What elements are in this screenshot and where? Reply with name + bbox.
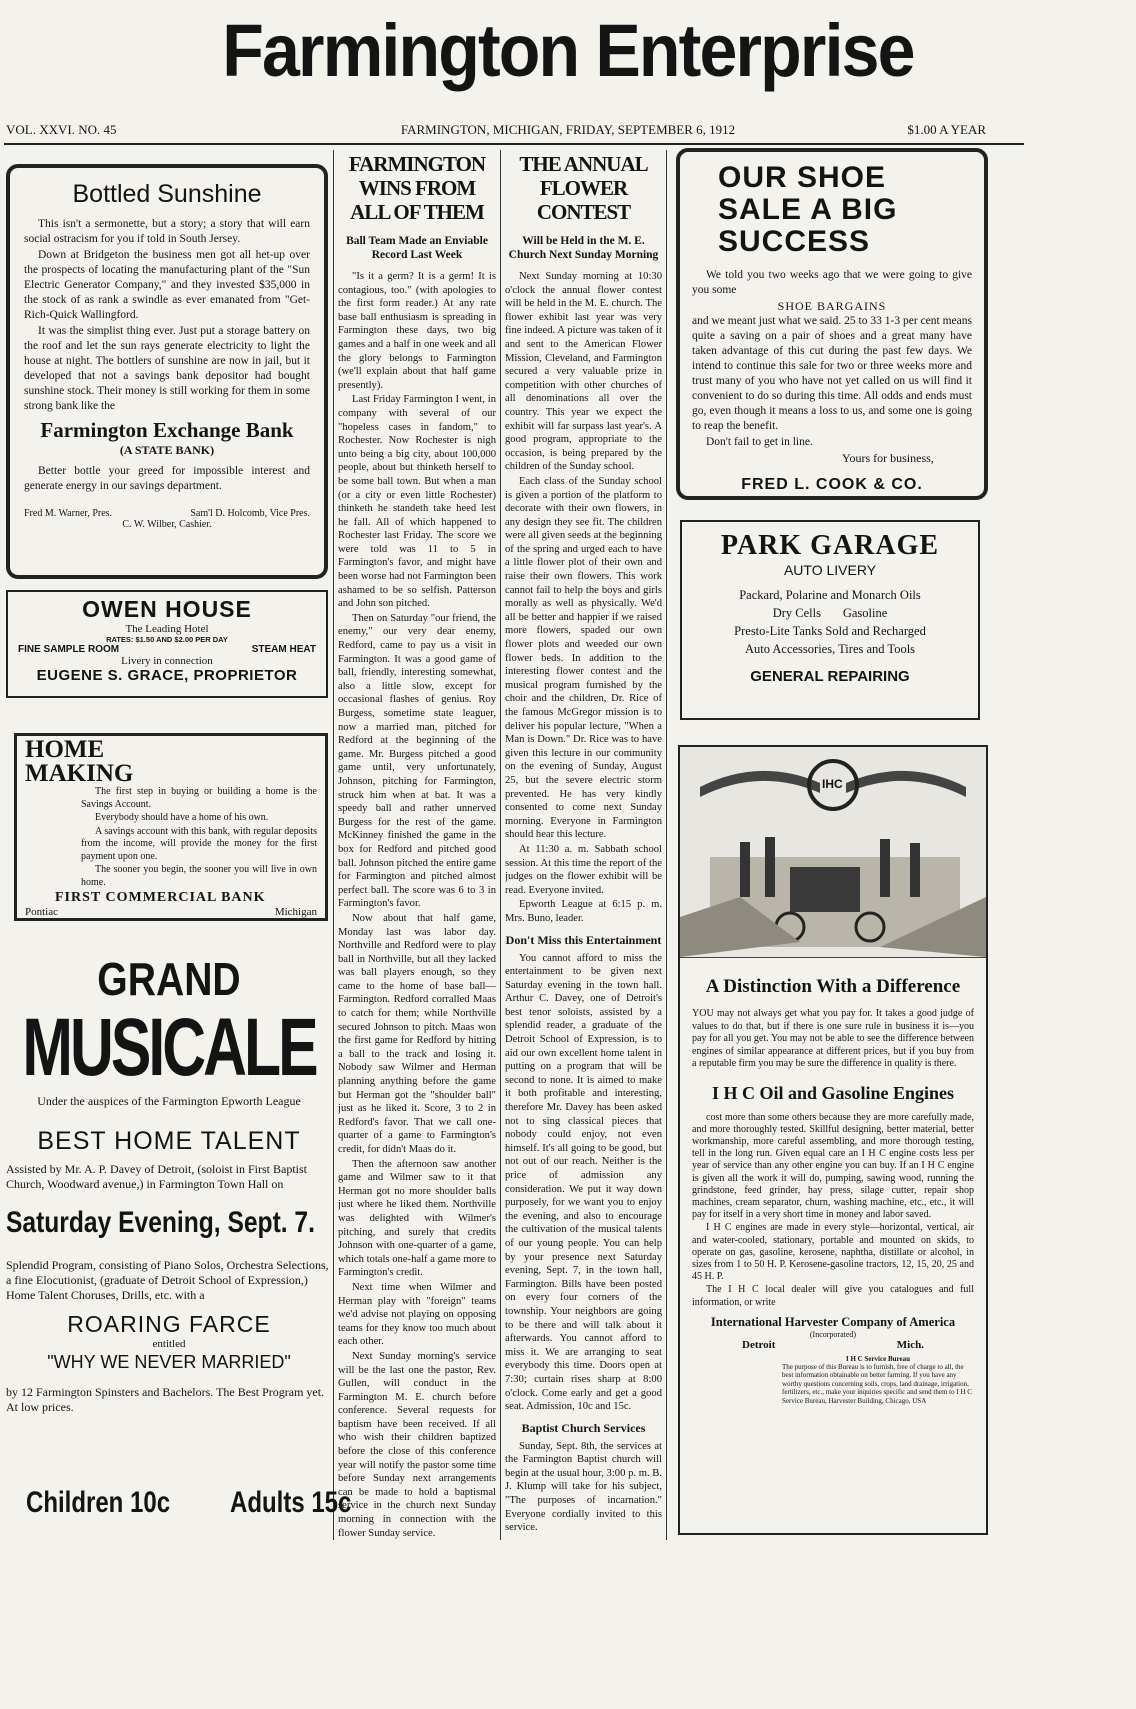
- home-town-left: Pontiac: [25, 906, 58, 918]
- hotel-feature-left: FINE SAMPLE ROOM: [18, 644, 120, 655]
- shoe-paragraph: We told you two weeks ago that we were going to give you some: [692, 269, 972, 296]
- hotel-livery: Livery in connection: [121, 655, 213, 667]
- ihc-incorporated: (Incorporated): [809, 1329, 857, 1339]
- musicale-cast: by 12 Farmington Spinsters and Bachelors. The Best Program yet. At low prices.: [6, 1385, 325, 1414]
- entertainment-body: [505, 952, 662, 1414]
- column-divider: [333, 150, 334, 1540]
- ad-paragraph: It was the simplist thing ever. Just put a storage battery on the roof and let the sun rays generate electricity to light the house at night. The bottlers of sunshine are now in jail, but it developed that not a savings bank depositor had bought sunshine stock. Their money is still working for them in some strong bank like the: [24, 325, 310, 412]
- ihc-logo: IHC: [822, 777, 843, 791]
- shoe-sale-body: [692, 268, 972, 298]
- home-making-ad: [14, 733, 328, 921]
- ihc-body: [692, 1112, 974, 1309]
- entertainment-subhead: Don't Miss this Entertainment: [505, 932, 662, 947]
- home-title-2: MAKING: [25, 760, 134, 787]
- home-paragraph: The first step in buying or building a home is the Savings Account.: [81, 786, 317, 810]
- musicale-talent: BEST HOME TALENT: [37, 1127, 301, 1155]
- home-town-right: Michigan: [274, 906, 317, 918]
- baseball-headline: FARMINGTON WINS FROM ALL OF THEM: [348, 152, 486, 224]
- musicale-line1: GRAND: [97, 953, 241, 1005]
- baseball-article: [338, 152, 496, 1542]
- home-paragraph: The sooner you begin, the sooner you will live in own home.: [81, 864, 317, 888]
- ad-paragraph: Better bottle your greed for impossible interest and generate energy in our savings department.: [24, 465, 310, 492]
- hotel-subtitle: The Leading Hotel: [125, 623, 209, 635]
- musicale-ad: [6, 952, 352, 1552]
- musicale-entitled: entitled: [152, 1338, 186, 1350]
- ihc-city: Detroit: [742, 1338, 776, 1351]
- baseball-paragraph: Then the afternoon saw another game and Wilmer saw to it that Herman got no more shoulder balls just where he liked them. Northville was delighted with Wilmer's pitching, and surely that credits Johnson with one-quarter of a game, which totals one-half a game more to Farmington's credit.: [338, 1158, 496, 1279]
- garage-footer: GENERAL REPAIRING: [750, 668, 910, 685]
- hotel-name: OWEN HOUSE: [82, 596, 252, 622]
- garage-line: Presto-Lite Tanks Sold and Recharged: [734, 624, 926, 638]
- flower-article: [505, 152, 662, 1542]
- bank-ad: [6, 164, 328, 579]
- baptist-paragraph: Sunday, Sept. 8th, the services at the Farmington Baptist church will begin at the usual hour, 3:00 p. m. B. J. Klump will take for his subject, "The purposes of incarnation." Everyone cordially invited to this service.: [505, 1440, 662, 1534]
- garage-line: Packard, Polarine and Monarch Oils: [739, 588, 921, 602]
- ihc-paragraph: I H C engines are made in every style—horizontal, vertical, air and water-cooled, stationary, portable and mounted on skids, to operate on gas, gasoline, kerosene, naphtha, distillate or alcohol, in sizes from 1 to 50 H. P. Kerosene-gasoline tractors, 12, 15, 20, 25 and 45 H. P.: [692, 1222, 974, 1283]
- shoe-firm: FRED L. COOK & CO.: [741, 476, 923, 493]
- ad-closing: [24, 464, 310, 494]
- ihc-state: Mich.: [896, 1338, 924, 1351]
- shoe-paragraph: and we meant just what we said. 25 to 33 1-3 per cent means quite a saving on a pair of shoes and a great many have taken advantage of this cut during the past few days. We intend to continue this sale for two or three weeks more and trust many of you who have not yet called on us will find it convenient to do so during this time. All odds and ends must go, even though it means a loss to us, and some one is going to reap the benefit.: [692, 315, 972, 432]
- hotel-rates: RATES: $1.50 AND $2.00 PER DAY: [106, 635, 228, 644]
- ihc-paragraph: YOU may not always get what you pay for. It takes a good judge of values to do that, but if there is one sure rule in business it is—you pay for all you get. You may not be able to see the difference between engines of similar appearance at different prices, but if you buy from a reputable firm you may be sure the difference in quality is there.: [692, 1008, 974, 1069]
- entertainment-paragraph: You cannot afford to miss the entertainment to be given next Saturday evening in the town hall. Arthur C. Davey, one of Detroit's best tenor soloists, assisted by a splendid reader, a graduate of the Detroit School of Expression, is to aid our own excellent home talent in putting on a program that will be second to none. It is aimed to make it both profitable and interesting, therefore Mr. Davey has been asked not to sing classical pieces that nobody could enjoy, not even himself. It's all going to be good, but not out of our reach. Neither is the price of admission any consideration. We put it way down purposely, for we want you to enjoy the evening, and also to encourage the cultivation of the musical talents of our young people. You can help by your presence next Saturday evening, Sept. 7, in the town hall, Farmington. Bills have been posted on every four corners of the township. Your neighbors are going to be there and will talk about it afterwards. You cannot afford to miss it. We are arranging to seat everybody this time. Doors open at 7:30; curtain rises sharp at 8:00 o'clock. Come early and get a good seat. Admission, 10c and 15c.: [505, 952, 662, 1413]
- officer-president: Fred M. Warner, Pres.: [24, 508, 113, 519]
- subscription-price: $1.00 A YEAR: [907, 122, 986, 137]
- baseball-paragraph: "Is it a germ? It is a germ! It is contagious, too." (with apologies to the first form reader.) At any rate base ball enthusiasm is spreading in Farmington these days, two big games and a half in one week and all the glory belongs to Farmington (we'll explain about that half game presently).: [338, 271, 496, 391]
- musicale-date: Saturday Evening, Sept. 7.: [6, 1206, 315, 1239]
- flower-headline: THE ANNUAL FLOWER CONTEST: [519, 152, 648, 224]
- baseball-paragraph: Now about that half game, Monday last was labor day. Northville and Redford were to play ball in Northville, but all they lacked was ball players enough, so they came to the home of base ball—Farmington. Redford corralled Maas to catch for them; while Northville secured Johnson to pitch. Maas won the first game for Redford by hitting a ball to the track and losing it. Nobody saw Wilmer and Herman planning anything before the game but Herman got the "shoulder ball" just as he liked it. Score, 3 to 2 in Redford's favor. That we call one-quarter of a game to Farmington's credit, for didn't Maas do it.: [338, 912, 496, 1155]
- ihc-ad: [678, 745, 988, 1535]
- musicale-auspices: Under the auspices of the Farmington Epworth League: [37, 1094, 301, 1108]
- garage-line: Auto Accessories, Tires and Tools: [744, 642, 916, 656]
- ad-title: Bottled Sunshine: [72, 180, 262, 208]
- baseball-paragraph: Last Friday Farmington I went, in company with several of our "hopeless cases in fandom," to Rochester. Now Rochester is nigh unto being a big city, about 100,000 people, about but thinketh herself to be some ball town. But when a man (or a city or even little Rochester) thinketh he standeth take heed lest he fall. All of which happened to Rochester last Friday. The score we were told was 11 to 5 in Farmington's favor, and might have been worse had not Farmington been ashamed to be so selfish. Patterson and John son pitched.: [338, 394, 496, 610]
- shoe-bargains: SHOE BARGAINS: [777, 299, 887, 313]
- flower-paragraph: Next Sunday morning at 10:30 o'clock the annual flower contest will be held in the M. E. church. The flower exhibit last year was very fine indeed. A picture was taken of it and sent to the American Flower Mission, Cleveland, and Farmington secured a very valuable prize in competition with other churches of all denominations all over the country. This year we expect the exhibit will far surpass last year's. A good program, appropriate to the occasion, is being prepared by the children of the Sunday school.: [505, 271, 662, 473]
- ihc-headline: A Distinction With a Difference: [705, 976, 961, 997]
- officers: [24, 508, 310, 519]
- shoe-sale-body-2: [692, 314, 972, 450]
- bank-name: Farmington Exchange Bank: [40, 418, 294, 442]
- ad-paragraph: Down at Bridgeton the business men got all het-up over the prospects of locating the manufacturing plant of the "Sun Electric Generator Company," and they invested $35,000 in the stock of as rank a swindle as ever emanated from "Get-Rich-Quick Wallingford.: [24, 249, 310, 321]
- baptist-body: [505, 1440, 662, 1535]
- home-bank-name: FIRST COMMERCIAL BANK: [55, 890, 266, 905]
- ihc-intro: [692, 1008, 974, 1071]
- ad-paragraph: This isn't a sermonette, but a story; a story that will earn social ostracism for you if told in South Jersey.: [24, 218, 310, 245]
- volume-number: VOL. XXVI. NO. 45: [6, 122, 117, 137]
- hotel-feature-right: STEAM HEAT: [251, 644, 316, 655]
- flower-paragraph: At 11:30 a. m. Sabbath school session. At this time the report of the judges on the flower exhibit will be read. Everyone invited.: [505, 843, 662, 896]
- park-garage-ad: [680, 520, 980, 720]
- shoe-signoff: Yours for business,: [842, 451, 934, 465]
- ad-body: [24, 217, 310, 414]
- musicale-program: Splendid Program, consisting of Piano Solos, Orchestra Selections, a fine Elocutionist, (graduate of Detroit School of Expression,) Home Talent Choruses, Drills, etc. with a: [6, 1258, 329, 1302]
- bank-type: (A STATE BANK): [119, 443, 215, 457]
- officer-vice-president: Sam'l D. Holcomb, Vice Pres.: [190, 508, 310, 519]
- flower-paragraph: Epworth League at 6:15 p. m. Mrs. Buno, leader.: [505, 899, 662, 924]
- flower-body: [505, 270, 662, 926]
- column-divider: [500, 150, 501, 1540]
- ihc-location: [692, 1339, 974, 1351]
- hotel-features: [18, 644, 316, 655]
- musicale-line2: MUSICALE: [22, 1002, 316, 1093]
- flower-subhead: Will be Held in the M. E. Church Next Sunday Morning: [508, 235, 659, 261]
- shoe-sale-title: OUR SHOE SALE A BIG SUCCESS: [718, 161, 898, 258]
- home-title-1: HOME: [25, 736, 105, 763]
- ihc-company: International Harvester Company of America: [710, 1314, 956, 1329]
- garage-line: Dry Cells Gasoline: [772, 606, 888, 620]
- column-divider: [666, 150, 667, 1540]
- hotel-proprietor: EUGENE S. GRACE, PROPRIETOR: [36, 667, 298, 684]
- dateline: [0, 120, 1136, 142]
- owen-house-ad: [6, 590, 328, 698]
- officer-cashier: C. W. Wilber, Cashier.: [122, 519, 212, 530]
- baptist-subhead: Baptist Church Services: [521, 1420, 646, 1435]
- garage-title: PARK GARAGE: [720, 530, 940, 561]
- baseball-body: [338, 270, 496, 1540]
- ihc-paragraph: The I H C local dealer will give you catalogues and full information, or write: [692, 1284, 974, 1308]
- masthead-title: Farmington Enterprise: [222, 9, 914, 92]
- ihc-subhead: I H C Oil and Gasoline Engines: [711, 1082, 955, 1103]
- shoe-paragraph: Don't fail to get in line.: [706, 436, 813, 448]
- ihc-bureau-title: I H C Service Bureau: [845, 1354, 911, 1363]
- musicale-play-title: "WHY WE NEVER MARRIED": [47, 1352, 291, 1372]
- musicale-adults-price: Adults 15c: [230, 1486, 352, 1519]
- ihc-bureau-text: The purpose of this Bureau is to furnish, free of charge to all, the best information obtainable on better farming. If you have any worthy questions concerning soils, crops, land drainage, irrigation, fertilizers, etc., make your inquiries specific and send them to I H C Service Bureau, Harvester Building, Chicago, USA: [782, 1362, 972, 1405]
- ihc-illustration: [680, 747, 986, 958]
- masthead-rule: [4, 143, 1024, 145]
- home-paragraph: A savings account with this bank, with regular deposits from the income, will provide the money for the first payment upon one.: [81, 825, 317, 862]
- home-paragraph: Everybody should have a home of his own.: [95, 812, 269, 823]
- baseball-paragraph: Then on Saturday "our friend, the enemy," our very dear enemy, Redford, came to pay us a visit in Farmington. It was a good game of ball, friendly, interesting somewhat, also a little slow, except for occasional flashes of genius. Roy Burgess, sometime state leaguer, now a married man, pitched for Redford at the beginning of the game. Mr. Burgess pitched a good game until, very unfortunately, Johnson, pitching for Farmington, struck him when at bat. It was a speedy ball and rather unnerved Burgess for the rest of the game. McKinney finished the game in the box for Redford and pitched good ball. Johnson pitched the entire game for Farmington and pitched almost perfect ball. The score was 6 to 3 in Farmington's favor.: [338, 612, 496, 910]
- place-date: FARMINGTON, MICHIGAN, FRIDAY, SEPTEMBER 6, 1912: [400, 122, 736, 137]
- baseball-subhead: Ball Team Made an Enviable Record Last Week: [346, 235, 488, 261]
- shoe-sale-ad: [676, 148, 988, 500]
- musicale-children-price: Children 10c: [26, 1486, 171, 1519]
- garage-subtitle: AUTO LIVERY: [783, 562, 877, 578]
- musicale-farce: ROARING FARCE: [67, 1311, 271, 1337]
- flower-paragraph: Each class of the Sunday school is given a portion of the platform to decorate with their own flowers, in any design they see fit. The children were all given seeds at the beginning of the spring and urged each to have a little flower plot of their own and raise their own flowers. This work cannot fail to help the boys and girls morally as well as physically. We'd all be better and happier if we raised more flowers, spaded our own flower plots and weeded our own flower beds. In addition to the interesting flower contest and the musical program furnished by the choir and the children, Dr. Rice of the famous McGregor mission is to deliver his popular lecture, "When a Man is Down." Dr. Rice was to have given this lecture in our community on the evening of Sunday, August 25, but the severe electric storm prevented. He has very kindly consented to come next Sunday morning. Everyone in Farmington should hear this lecture.: [505, 475, 662, 841]
- home-body: [25, 786, 317, 889]
- baseball-paragraph: Next Sunday morning's service will be the last one the pastor, Rev. Gullen, will conduct in the Farmington M. E. church before conference. Several requests for baptism have been received. If all who wish their children baptized before the close of this conference year will notify the pastor some time before Sunday next arrangements can be made to hold a baptismal service in the church next Sunday morning in connection with the flower Sunday service.: [338, 1350, 496, 1539]
- ihc-paragraph: cost more than some others because they are more carefully made, and more thoroughly tested. Skillful designing, better material, better workmanship, more careful assembling, and more thorough testing, tell in the long run. Given equal care an I H C engine costs less per year of service than any other engine you can buy. If an I H C engine is given all the work it will do, pumping, sawing wood, running the grindstone, feed grinder, hay press, silage cutter, repair shop machines, cream separator, churn, washing machine, etc., etc., it will pay for itself in a very short time in money and labor saved.: [692, 1111, 974, 1221]
- home-bank-town: [25, 906, 317, 918]
- musicale-assisted: Assisted by Mr. A. P. Davey of Detroit, (soloist in First Baptist Church, Woodward avenue,) in Farmington Town Hall on: [6, 1162, 308, 1191]
- baseball-paragraph: Next time when Wilmer and Herman play with "foreign" teams we'd advise not playing on opposing teams for they know too much about each other.: [338, 1281, 496, 1348]
